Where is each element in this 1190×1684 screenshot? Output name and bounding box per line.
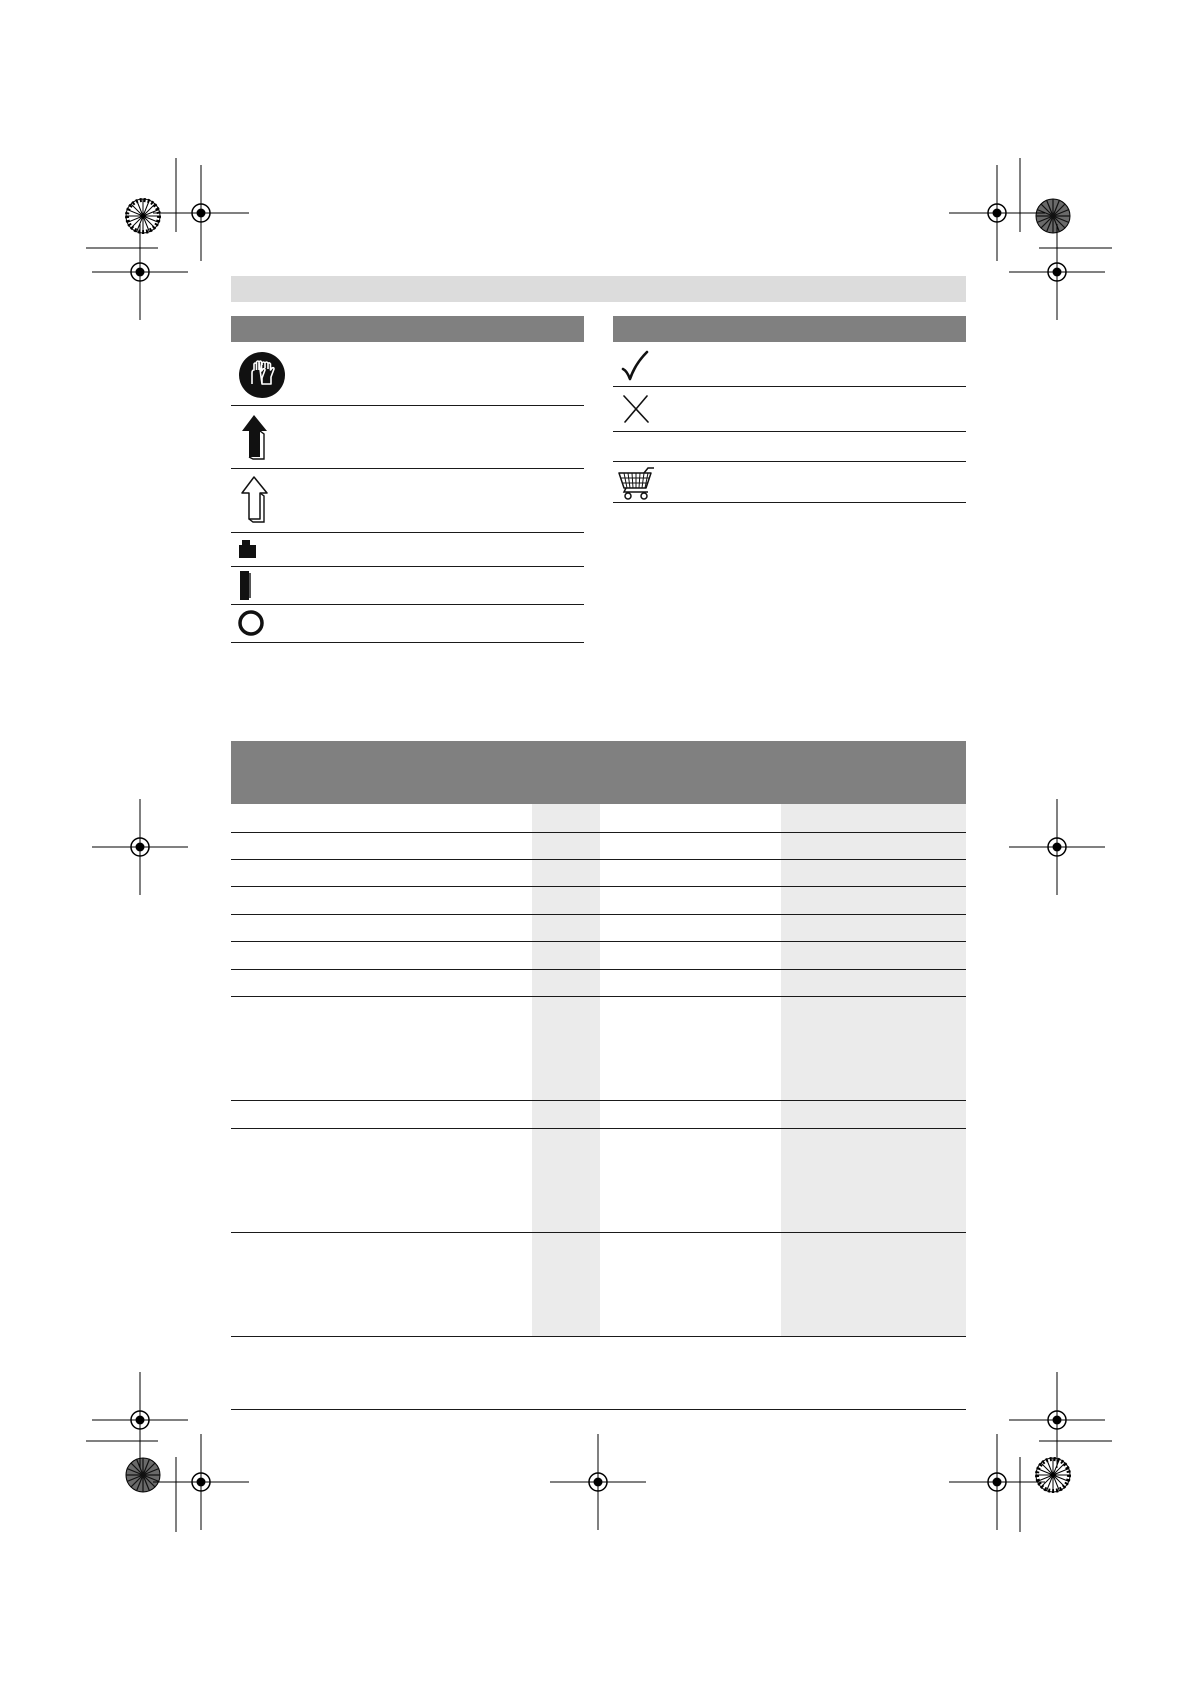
table-row-divider	[231, 969, 966, 970]
table-row-divider	[231, 914, 966, 915]
table-row-divider	[231, 1128, 966, 1129]
table-row-divider	[231, 1100, 966, 1101]
table-row-divider	[231, 1232, 966, 1233]
page-header-band	[231, 276, 966, 302]
symbol-divider	[613, 431, 966, 432]
symbols-right-heading	[613, 316, 966, 342]
table-column-shade	[532, 804, 600, 1336]
footer-rule	[231, 1409, 966, 1410]
color-target-top-right	[1036, 199, 1070, 233]
color-target-top-left	[126, 199, 160, 233]
color-target-bottom-left	[126, 1458, 160, 1492]
symbols-left-heading	[231, 316, 584, 342]
arrow-filled-icon	[240, 413, 270, 459]
symbol-divider	[613, 386, 966, 387]
table-row-divider	[231, 832, 966, 833]
checkmark-icon	[620, 350, 650, 382]
protective-gloves-icon	[238, 351, 286, 399]
table-row-divider	[231, 996, 966, 997]
symbol-divider	[231, 532, 584, 533]
arrow-outline-icon	[240, 475, 270, 523]
symbol-divider	[231, 604, 584, 605]
ring-icon	[237, 609, 267, 639]
table-row-divider	[231, 859, 966, 860]
symbol-divider	[231, 566, 584, 567]
shopping-cart-icon	[617, 466, 657, 500]
blade-icon	[239, 570, 253, 602]
symbol-divider	[231, 468, 584, 469]
symbol-divider	[231, 405, 584, 406]
table-row-divider	[231, 886, 966, 887]
symbol-divider	[231, 642, 584, 643]
symbol-divider	[613, 461, 966, 462]
table-row-divider	[231, 1336, 966, 1337]
color-target-bottom-right	[1036, 1458, 1070, 1492]
weight-icon	[238, 538, 260, 560]
technical-table-header	[231, 741, 966, 804]
cross-icon	[621, 393, 651, 425]
table-row-divider	[231, 941, 966, 942]
table-column-shade	[781, 804, 966, 1336]
symbol-divider	[613, 502, 966, 503]
